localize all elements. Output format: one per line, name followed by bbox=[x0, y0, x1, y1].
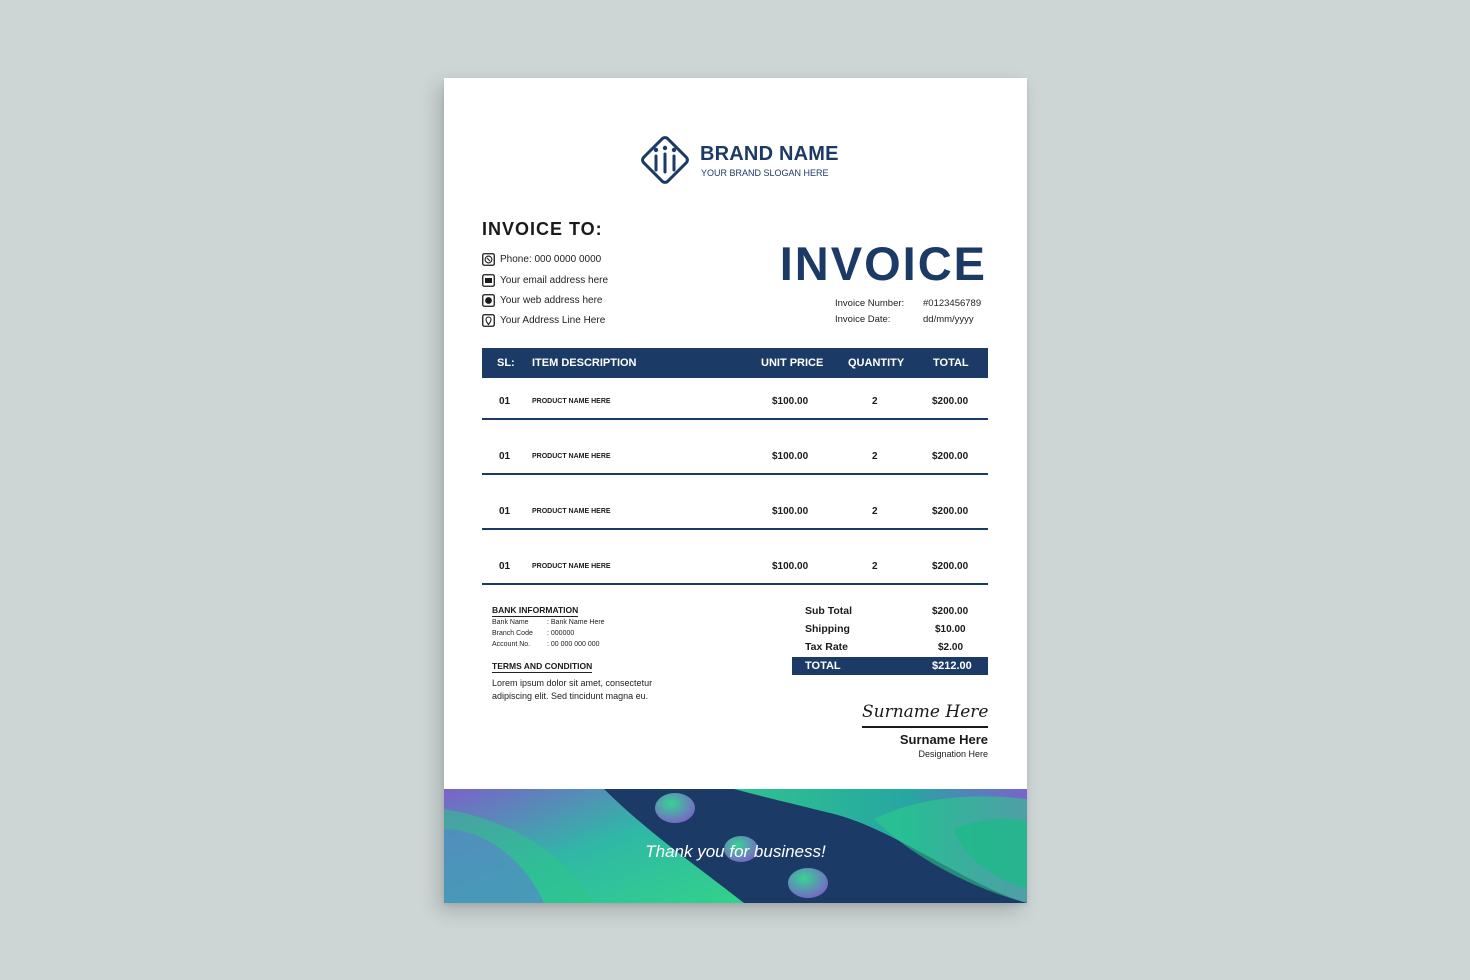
invoice-date: dd/mm/yyyy bbox=[923, 314, 974, 325]
row-quantity: 2 bbox=[872, 561, 878, 572]
contact-web bbox=[482, 292, 602, 308]
bank-info-heading: BANK INFORMATION bbox=[492, 605, 579, 615]
terms-heading: TERMS AND CONDITION bbox=[492, 661, 593, 671]
row-unit-price: $100.00 bbox=[772, 451, 809, 462]
header-total: TOTAL bbox=[933, 357, 969, 369]
row-total: $200.00 bbox=[932, 396, 969, 407]
bank-line-key: Bank Name bbox=[492, 619, 529, 626]
row-unit-price: $100.00 bbox=[772, 506, 809, 517]
thank-you-message: Thank you for business! bbox=[645, 842, 826, 861]
tax-label: Tax Rate bbox=[805, 641, 848, 653]
row-total: $200.00 bbox=[932, 561, 969, 572]
bank-line bbox=[492, 619, 605, 626]
row-sl: 01 bbox=[499, 396, 511, 407]
header-description: ITEM DESCRIPTION bbox=[532, 357, 637, 369]
contact-email bbox=[482, 272, 608, 288]
row-total: $200.00 bbox=[932, 451, 969, 462]
row-unit-price: $100.00 bbox=[772, 396, 809, 407]
location-icon bbox=[482, 314, 495, 327]
row-sl: 01 bbox=[499, 506, 511, 517]
contact-phone bbox=[482, 251, 601, 267]
row-description: PRODUCT NAME HERE bbox=[532, 453, 611, 460]
phone-icon bbox=[482, 253, 495, 266]
bank-line-key: Branch Code bbox=[492, 630, 533, 637]
bank-line-key: Account No. bbox=[492, 641, 531, 648]
signatory-designation: Designation Here bbox=[918, 749, 988, 759]
brand-block bbox=[635, 130, 845, 190]
web-icon bbox=[482, 294, 495, 307]
row-description: PRODUCT NAME HERE bbox=[532, 398, 611, 405]
invoice-to-heading: INVOICE TO: bbox=[482, 219, 603, 239]
row-quantity: 2 bbox=[872, 396, 878, 407]
row-description: PRODUCT NAME HERE bbox=[532, 508, 611, 515]
contact-address-text: Your Address Line Here bbox=[500, 314, 606, 326]
tax-value: $2.00 bbox=[938, 642, 964, 653]
row-description: PRODUCT NAME HERE bbox=[532, 563, 611, 570]
grand-total-label: TOTAL bbox=[805, 660, 841, 672]
row-sl: 01 bbox=[499, 451, 511, 462]
row-quantity: 2 bbox=[872, 451, 878, 462]
contact-web-text: Your web address here bbox=[500, 294, 603, 306]
grand-total-value: $212.00 bbox=[932, 660, 972, 672]
table-row bbox=[482, 488, 988, 530]
row-sl: 01 bbox=[499, 561, 511, 572]
bank-line bbox=[492, 641, 600, 648]
signature-image bbox=[860, 698, 990, 724]
brand-slogan: YOUR BRAND SLOGAN HERE bbox=[701, 168, 829, 178]
subtotal-value: $200.00 bbox=[932, 606, 969, 617]
bank-line-value: : 000000 bbox=[547, 630, 575, 637]
header-unit-price: UNIT PRICE bbox=[761, 357, 824, 369]
header-quantity: QUANTITY bbox=[848, 357, 905, 369]
table-row bbox=[482, 378, 988, 420]
bank-line bbox=[492, 630, 574, 637]
signatory-name: Surname Here bbox=[899, 732, 988, 747]
brand-name: BRAND NAME bbox=[700, 143, 839, 165]
shipping-label: Shipping bbox=[805, 623, 850, 635]
invoice-page bbox=[444, 78, 1027, 903]
row-total: $200.00 bbox=[932, 506, 969, 517]
header-sl: SL: bbox=[497, 357, 515, 369]
contact-address bbox=[482, 312, 605, 328]
invoice-date-label: Invoice Date: bbox=[835, 314, 891, 325]
signature-script: Surname Here bbox=[862, 702, 989, 722]
table-row bbox=[482, 543, 988, 585]
terms-text: Lorem ipsum dolor sit amet, consectetur adipiscing elit. Sed tincidunt magna eu. bbox=[492, 678, 653, 701]
subtotal-label: Sub Total bbox=[805, 605, 853, 617]
table-row bbox=[482, 433, 988, 475]
row-quantity: 2 bbox=[872, 506, 878, 517]
invoice-number-label: Invoice Number: bbox=[835, 298, 905, 309]
row-unit-price: $100.00 bbox=[772, 561, 809, 572]
invoice-number: #0123456789 bbox=[923, 298, 982, 309]
contact-email-text: Your email address here bbox=[500, 274, 609, 286]
bank-line-value: : Bank Name Here bbox=[547, 619, 605, 626]
bank-line-value: : 00 000 000 000 bbox=[547, 641, 600, 648]
items-table-header bbox=[482, 348, 988, 378]
brand-logo-icon bbox=[635, 130, 695, 190]
contact-phone-text: Phone: 000 0000 0000 bbox=[500, 253, 602, 265]
grand-total-bar bbox=[792, 657, 988, 675]
email-icon bbox=[482, 274, 495, 287]
signature-line bbox=[862, 726, 988, 728]
invoice-title: INVOICE bbox=[779, 237, 987, 290]
shipping-value: $10.00 bbox=[935, 624, 966, 635]
